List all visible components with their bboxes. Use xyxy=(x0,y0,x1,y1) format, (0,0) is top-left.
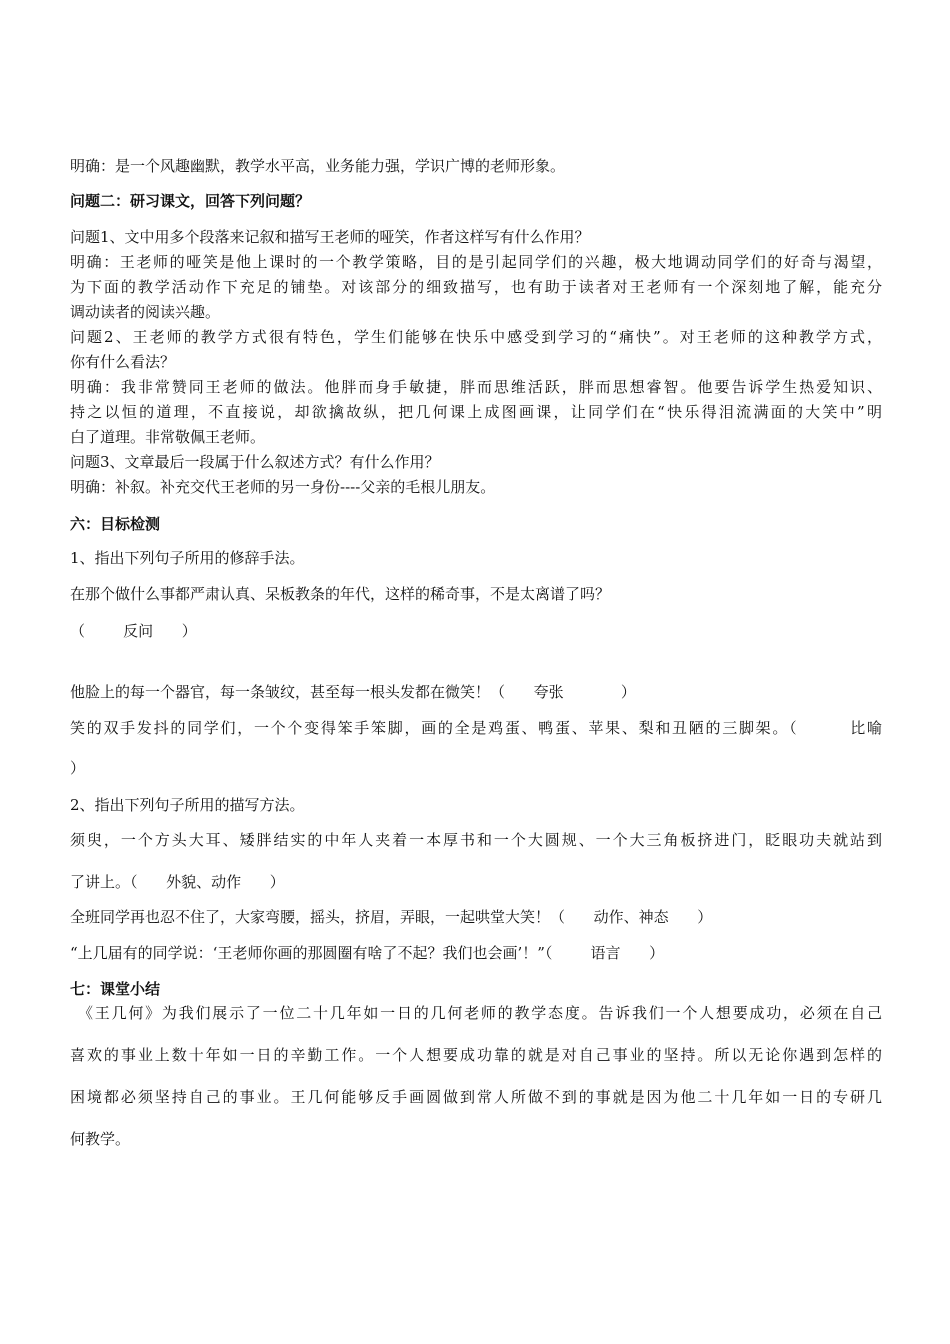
exercise-2-sentence-1-line-2: 了讲上。（ 外貌、动作 ） xyxy=(70,873,285,891)
exercise-1-answer-1: （ 反问 ） xyxy=(70,622,197,640)
exercise-1-sentence-2: 他脸上的每一个器官，每一条皱纹，甚至每一根头发都在微笑！（ 夸张 ） xyxy=(70,683,636,701)
question-2-line-1: 问题2、王老师的教学方式很有特色，学生们能够在快乐中感受到学习的“痛快”。对王老师的这种教学方式， xyxy=(70,328,882,346)
exercise-2-sentence-2: 全班同学再也忍不住了，大家弯腰，摇头，挤眉，弄眼，一起哄堂大笑！（ 动作、神态 ） xyxy=(70,908,713,926)
exercise-2-prompt: 2、指出下列句子所用的描写方法。 xyxy=(70,796,305,814)
heading-question-two: 问题二：研习课文，回答下列问题？ xyxy=(70,192,311,210)
answer-2-line-3: 白了道理。非常敬佩王老师。 xyxy=(70,428,266,446)
question-1: 问题1、文中用多个段落来记叙和描写王老师的哑笑，作者这样写有什么作用？ xyxy=(70,228,590,246)
summary-line-3: 困境都必须坚持自己的事业。王几何能够反手画圆做到常人所做不到的事就是因为他二十几年如一日的专研几 xyxy=(70,1088,882,1106)
answer-1-line-2: 为下面的教学活动作下充足的铺垫。对该部分的细致描写，也有助于读者对王老师有一个深刻地了解，能充分 xyxy=(70,278,882,296)
answer-1-line-3: 调动读者的阅读兴趣。 xyxy=(70,303,221,321)
heading-section-six: 六：目标检测 xyxy=(70,515,161,533)
exercise-1-sentence-3: 笑的双手发抖的同学们，一个个变得笨手笨脚，画的全是鸡蛋、鸭蛋、苹果、梨和丑陋的三脚架。（ 比喻 xyxy=(70,719,882,737)
exercise-1-sentence-3-end: ） xyxy=(70,759,86,777)
summary-line-2: 喜欢的事业上数十年如一日的辛勤工作。一个人想要成功靠的就是对自己事业的坚持。所以无论你遇到怎样的 xyxy=(70,1046,882,1064)
answer-3: 明确：补叙。补充交代王老师的另一身份----父亲的毛根儿朋友。 xyxy=(70,478,496,496)
answer-1-line-1: 明确：王老师的哑笑是他上课时的一个教学策略，目的是引起同学们的兴趣，极大地调动同学们的好奇与渴望， xyxy=(70,253,882,271)
answer-2-line-1: 明确：我非常赞同王老师的做法。他胖而身手敏捷，胖而思维活跃，胖而思想睿智。他要告诉学生热爱知识、 xyxy=(70,378,882,396)
exercise-2-sentence-1-line-1: 须臾，一个方头大耳、矮胖结实的中年人夹着一本厚书和一个大圆规、一个大三角板挤进门，眨眼功夫就站到 xyxy=(70,831,882,849)
answer-teacher-image: 明确：是一个风趣幽默，教学水平高，业务能力强，学识广博的老师形象。 xyxy=(70,157,566,175)
question-2-line-2: 你有什么看法？ xyxy=(70,353,176,371)
question-3: 问题3、文章最后一段属于什么叙述方式？有什么作用？ xyxy=(70,453,440,471)
answer-2-line-2: 持之以恒的道理，不直接说，却欲擒故纵，把几何课上成图画课，让同学们在“快乐得泪流满面的大笑中”明 xyxy=(70,403,882,421)
exercise-2-sentence-3: “上几届有的同学说：‘王老师你画的那圆圈有啥了不起？我们也会画’！”（ 语言 ） xyxy=(70,944,665,962)
exercise-1-prompt: 1、指出下列句子所用的修辞手法。 xyxy=(70,549,305,567)
heading-section-seven: 七：课堂小结 xyxy=(70,980,161,998)
summary-line-1: 《王几何》为我们展示了一位二十几年如一日的几何老师的教学态度。告诉我们一个人想要成功，必须在自己 xyxy=(78,1004,882,1022)
summary-line-4: 何教学。 xyxy=(70,1130,131,1148)
exercise-1-sentence-1: 在那个做什么事都严肃认真、呆板教条的年代，这样的稀奇事，不是太离谱了吗？ xyxy=(70,585,611,603)
